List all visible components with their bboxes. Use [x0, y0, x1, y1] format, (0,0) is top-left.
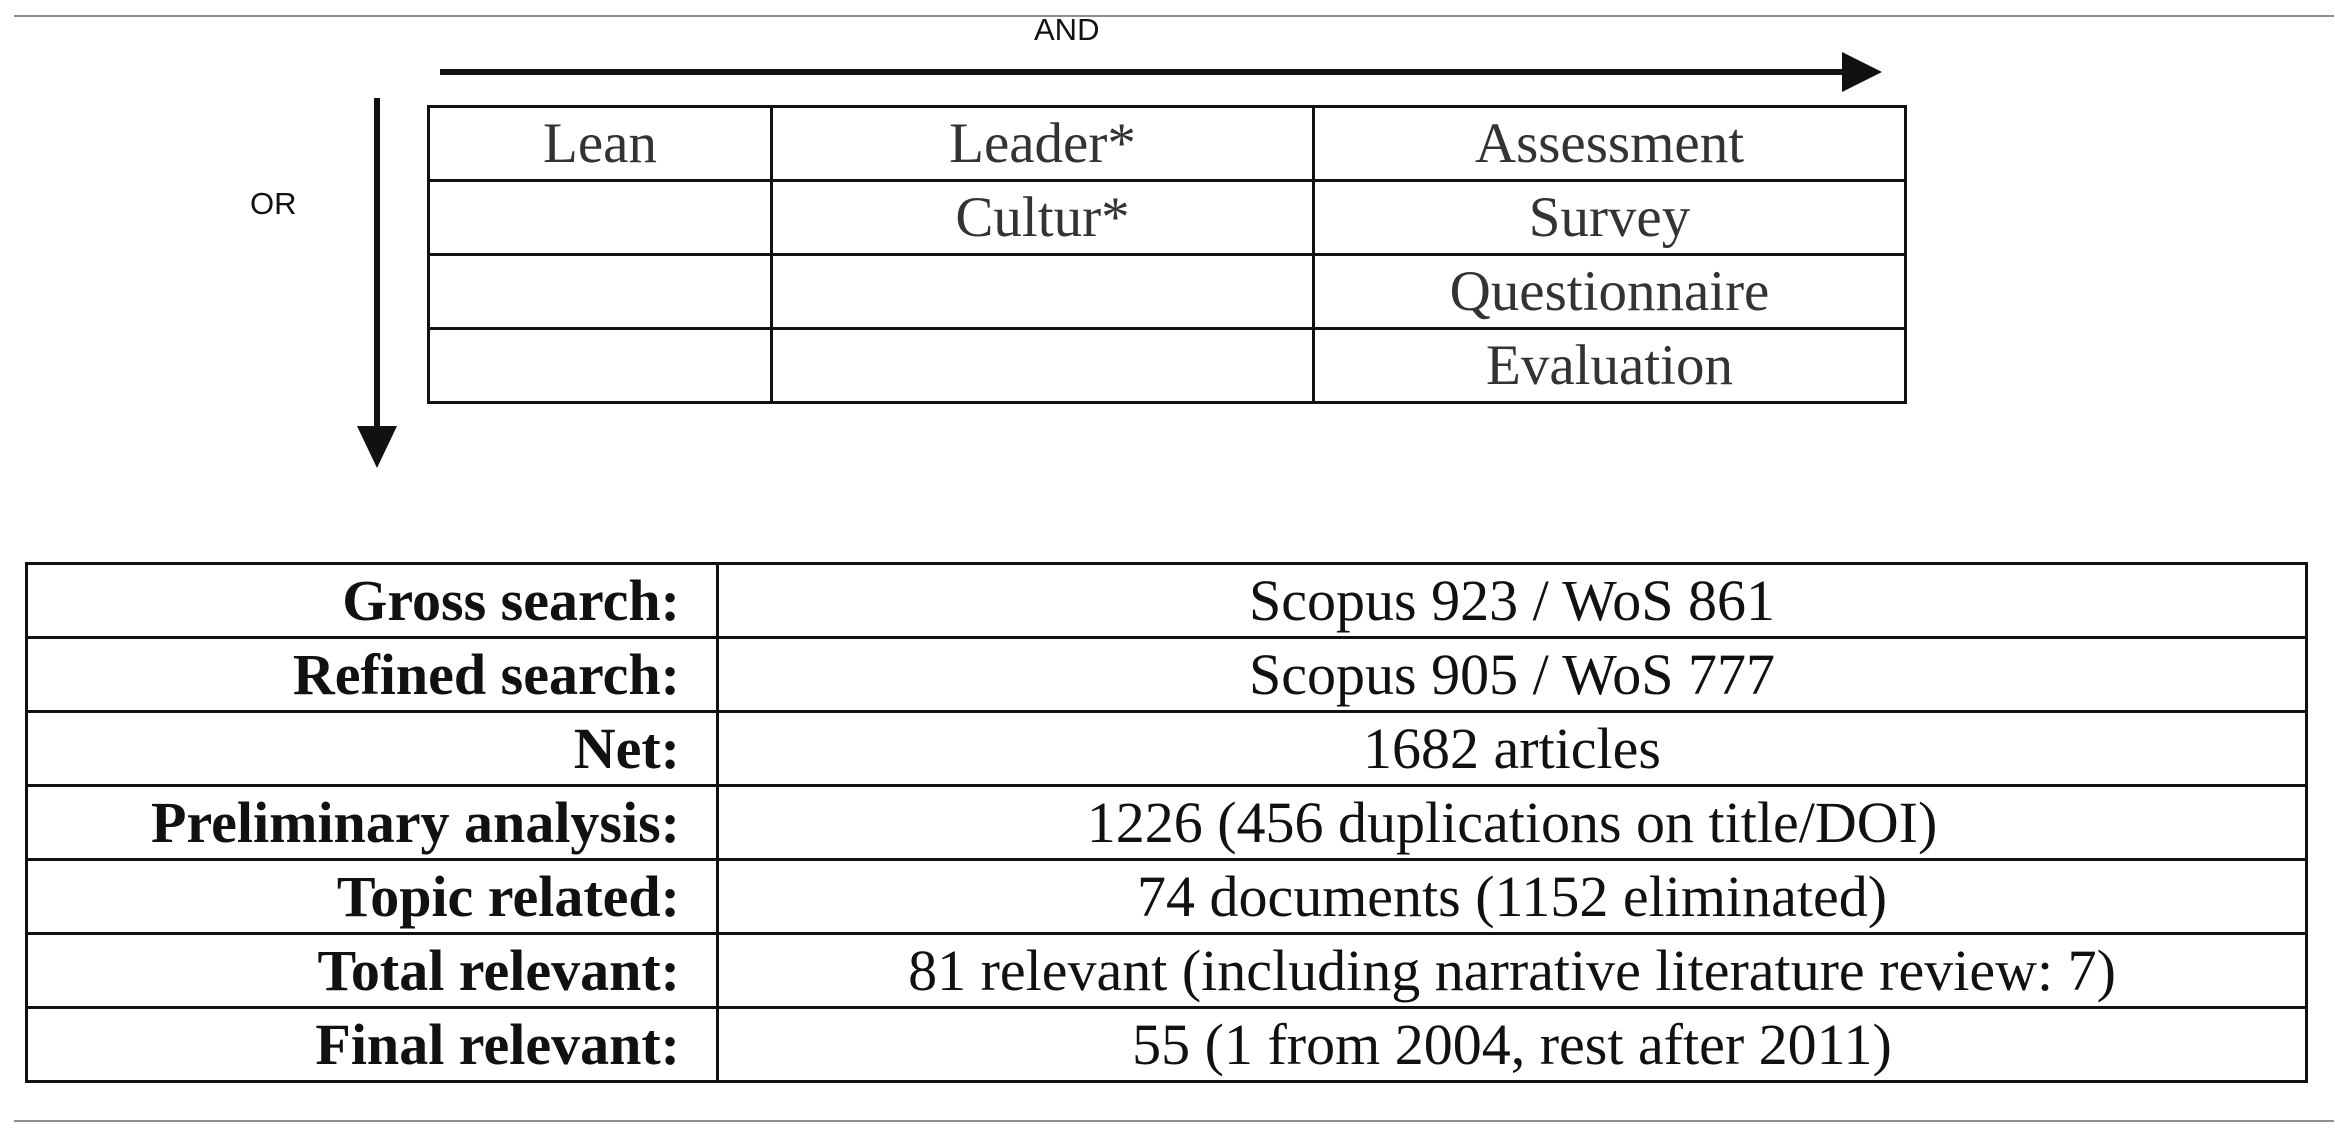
result-label: Final relevant:: [27, 1008, 718, 1082]
results-row-final-relevant: [27, 1008, 2307, 1082]
result-value: 74 documents (1152 eliminated): [718, 860, 2307, 934]
term-cell: Evaluation: [1314, 329, 1906, 403]
result-label: Refined search:: [27, 638, 718, 712]
term-cell: [772, 255, 1314, 329]
term-cell: Lean: [429, 107, 772, 181]
result-value: 1682 articles: [718, 712, 2307, 786]
term-cell: [772, 329, 1314, 403]
or-operator-label: OR: [250, 186, 297, 221]
result-value: Scopus 905 / WoS 777: [718, 638, 2307, 712]
term-cell: Survey: [1314, 181, 1906, 255]
term-cell: Leader*: [772, 107, 1314, 181]
result-value: Scopus 923 / WoS 861: [718, 564, 2307, 638]
term-cell: Assessment: [1314, 107, 1906, 181]
results-row-net: [27, 712, 2307, 786]
result-label: Net:: [27, 712, 718, 786]
search-terms-row: [429, 329, 1906, 403]
term-cell: [429, 181, 772, 255]
search-results-table: [25, 562, 2308, 1083]
search-terms-row: [429, 181, 1906, 255]
result-label: Total relevant:: [27, 934, 718, 1008]
results-row-gross-search: [27, 564, 2307, 638]
result-label: Preliminary analysis:: [27, 786, 718, 860]
result-value: 1226 (456 duplications on title/DOI): [718, 786, 2307, 860]
result-label: Gross search:: [27, 564, 718, 638]
bottom-divider: [14, 1120, 2334, 1122]
term-cell: Cultur*: [772, 181, 1314, 255]
and-arrow: [440, 52, 1882, 92]
or-arrow: [357, 98, 397, 468]
term-cell: [429, 255, 772, 329]
results-row-refined-search: [27, 638, 2307, 712]
term-cell: Questionnaire: [1314, 255, 1906, 329]
result-value: 55 (1 from 2004, rest after 2011): [718, 1008, 2307, 1082]
results-row-preliminary-analysis: [27, 786, 2307, 860]
search-terms-row: [429, 255, 1906, 329]
term-cell: [429, 329, 772, 403]
and-operator-label: AND: [1034, 12, 1100, 47]
search-terms-table: [427, 105, 1907, 404]
result-label: Topic related:: [27, 860, 718, 934]
results-row-topic-related: [27, 860, 2307, 934]
result-value: 81 relevant (including narrative literature review: 7): [718, 934, 2307, 1008]
search-terms-row: [429, 107, 1906, 181]
results-row-total-relevant: [27, 934, 2307, 1008]
